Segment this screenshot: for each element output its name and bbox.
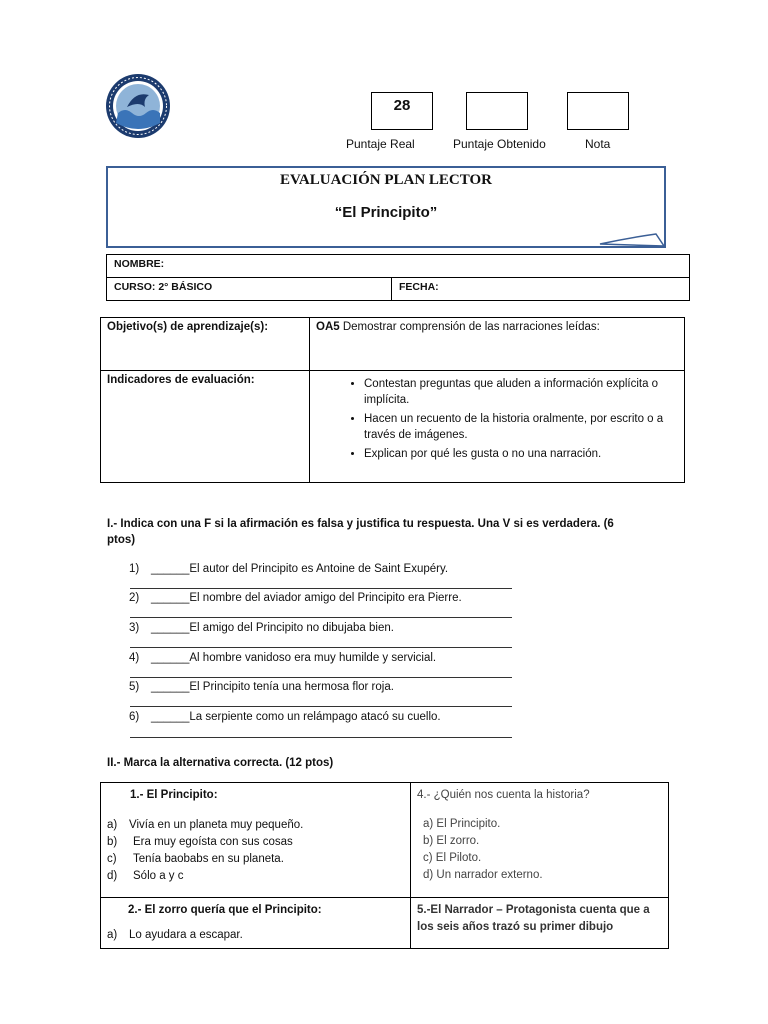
option-item[interactable]: a) El Principito. [423, 818, 501, 830]
statement-5 [129, 681, 394, 693]
real-score-label: Puntaje Real [346, 137, 415, 151]
question-5-cell [411, 898, 669, 949]
indicator-item: • Hacen un recuento de la historia oralmente, por escrito o a través de imágenes. [364, 411, 678, 443]
statement-6 [129, 711, 441, 723]
option-item[interactable] [107, 834, 404, 851]
indicators-label-cell [101, 371, 310, 483]
title-box [106, 166, 666, 248]
date-label: FECHA: [399, 281, 439, 293]
option-item[interactable]: b) El zorro. [423, 835, 480, 847]
option-text: Era muy egoísta con sus cosas [133, 836, 293, 848]
statement-3 [129, 622, 394, 634]
statement-number: 1) [129, 563, 140, 575]
real-score-value: 28 [393, 97, 411, 114]
statement-number: 4) [129, 652, 140, 664]
alternatives-table [100, 782, 669, 949]
indicators-list [316, 376, 678, 462]
section2-heading: II.- Marca la alternativa correcta. (12 ptos) [107, 757, 334, 769]
answer-line[interactable] [130, 617, 512, 618]
statement-text: ______La serpiente como un relámpago atacó su cuello. [151, 711, 441, 723]
objectives-table [100, 317, 685, 483]
indicator-item: • Contestan preguntas que aluden a información explícita o implícita. [364, 376, 678, 408]
real-score-box [371, 92, 433, 130]
question-1-cell [101, 783, 411, 898]
option-text: Vivía en un planeta muy pequeño. [129, 819, 304, 831]
statement-text: ______El nombre del aviador amigo del Principito era Pierre. [151, 592, 462, 604]
indicators-label: Indicadores de evaluación: [107, 374, 255, 386]
statement-number: 5) [129, 681, 140, 693]
answer-line[interactable] [130, 588, 512, 589]
option-letter: a) [107, 929, 118, 941]
objective-label-cell [101, 318, 310, 371]
answer-line[interactable] [130, 677, 512, 678]
question-5-title: 5.-El Narrador – Protagonista cuenta que a los seis años trazó su primer dibujo [417, 904, 650, 933]
statement-number: 2) [129, 592, 140, 604]
objective-code: OA5 [316, 321, 340, 333]
statement-number: 6) [129, 711, 140, 723]
option-item[interactable] [107, 868, 404, 885]
section1-heading: I.- Indica con una F si la afirmación es falsa y justifica tu respuesta. Una V si es verdadera. (6 ptos) [107, 518, 614, 546]
statement-1 [129, 563, 448, 575]
school-logo [105, 73, 171, 139]
evaluation-title: EVALUACIÓN PLAN LECTOR [280, 172, 492, 188]
grade-box[interactable] [567, 92, 629, 130]
statement-text: ______Al hombre vanidoso era muy humilde y servicial. [151, 652, 437, 664]
book-title: “El Principito” [334, 204, 438, 221]
option-item[interactable]: d) Un narrador externo. [423, 869, 543, 881]
page-curl-icon [598, 232, 666, 248]
grade-label: Nota [585, 137, 611, 151]
objective-text: Demostrar comprensión de las narraciones leídas: [339, 321, 600, 333]
name-field[interactable] [107, 255, 690, 278]
school-crest-icon [105, 73, 171, 139]
answer-line[interactable] [130, 647, 512, 648]
answer-line[interactable] [130, 737, 512, 738]
question-2-cell [101, 898, 411, 949]
option-letter: c) [107, 853, 117, 865]
option-letter: d) [107, 870, 118, 882]
statement-number: 3) [129, 622, 140, 634]
option-text: Tenía baobabs en su planeta. [133, 853, 284, 865]
statement-4 [129, 652, 436, 664]
question-1-title: 1.- El Principito: [130, 789, 218, 801]
statement-2 [129, 592, 462, 604]
option-item[interactable] [107, 927, 404, 944]
student-info-table [106, 254, 690, 301]
obtained-score-box[interactable] [466, 92, 528, 130]
option-letter: b) [107, 836, 118, 848]
course-cell [107, 278, 392, 301]
answer-line[interactable] [130, 706, 512, 707]
option-item[interactable]: c) El Piloto. [423, 852, 482, 864]
objective-text-cell [310, 318, 685, 371]
indicator-item: • Explican por qué les gusta o no una narración. [364, 446, 678, 462]
statement-text: ______El amigo del Principito no dibujaba bien. [151, 622, 394, 634]
option-text: Sólo a y c [133, 870, 184, 882]
obtained-score-label: Puntaje Obtenido [453, 137, 546, 151]
option-letter: a) [107, 819, 118, 831]
indicators-cell [310, 371, 685, 483]
statement-text: ______El autor del Principito es Antoine de Saint Exupéry. [151, 563, 449, 575]
statement-text: ______El Principito tenía una hermosa flor roja. [151, 681, 394, 693]
option-item[interactable] [107, 851, 404, 868]
option-item[interactable] [107, 817, 404, 834]
question-4-cell [411, 783, 669, 898]
objective-label: Objetivo(s) de aprendizaje(s): [107, 321, 269, 333]
name-label: NOMBRE: [114, 258, 165, 270]
question-4-title: 4.- ¿Quién nos cuenta la historia? [417, 789, 590, 801]
date-field[interactable] [392, 278, 690, 301]
question-2-title: 2.- El zorro quería que el Principito: [128, 904, 322, 916]
course-label: CURSO: 2° BÁSICO [114, 281, 213, 293]
option-text: Lo ayudara a escapar. [129, 929, 243, 941]
